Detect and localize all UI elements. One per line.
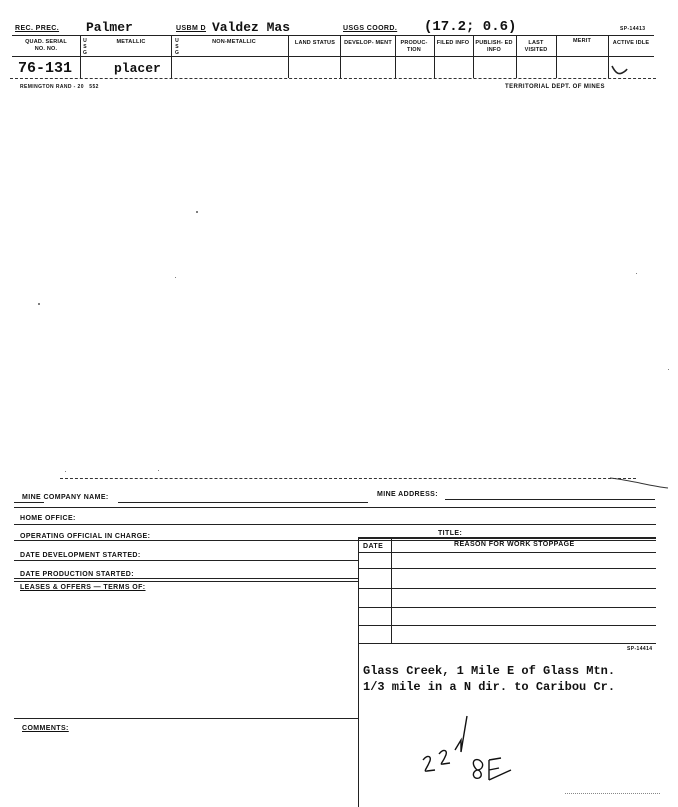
active-checkmark [609,62,629,78]
col-active-idle: ACTIVE IDLE [612,40,650,46]
col-land-status: LAND STATUS [294,40,336,46]
reason-column-label: REASON FOR WORK STOPPAGE [454,541,575,548]
col-usg-1: U S G [82,38,88,56]
col-filed-info: FILED INFO [436,40,470,46]
department-label: TERRITORIAL DEPT. OF MINES [505,84,605,90]
col-metallic: METALLIC [116,39,146,45]
mine-address-label: MINE ADDRESS: [377,491,438,498]
col-published-info: PUBLISH- ED INFO [475,40,513,53]
usgs-value: (17.2; 0.6) [424,19,517,35]
serial-value: 76-131 [18,60,73,77]
date-column-label: DATE [363,543,384,550]
date-development-label: DATE DEVELOPMENT STARTED: [20,552,141,559]
mine-company-name-label: MINE COMPANY NAME: [22,494,109,501]
col-merit: MERIT [572,38,592,44]
date-production-label: DATE PRODUCTION STARTED: [20,571,134,578]
home-office-label: HOME OFFICE: [20,515,76,522]
location-line-2: 1/3 mile in a N dir. to Caribou Cr. [363,680,616,694]
leases-label: LEASES & OFFERS — TERMS OF: [20,584,146,591]
col-last-visited: LAST VISITED [524,40,548,53]
rec-prec-value: Palmer [86,20,133,35]
col-production: PRODUC- TION [400,40,428,53]
rec-prec-label: REC. PREC. [15,25,60,32]
comments-label: COMMENTS: [22,725,69,732]
location-line-1: Glass Creek, 1 Mile E of Glass Mtn. [363,664,616,678]
usbm-label: USBM D [176,25,207,32]
col-quad: QUAD. SERIAL NO. NO. [25,39,67,52]
col-usg-2: U S G [174,38,180,56]
form-number-top: SP-14413 [620,26,646,32]
col-non-metallic: NON-METALLIC [212,39,256,45]
usgs-label: USGS COORD. [343,25,398,32]
col-development: DEVELOP- MENT [344,40,392,46]
printer-label: REMINGTON RAND - 20 552 [20,84,99,90]
handwritten-township-range [415,708,535,788]
form-number-bottom: SP-14414 [627,646,653,652]
operating-official-label: OPERATING OFFICIAL IN CHARGE: [20,533,151,540]
usbm-value: Valdez Mas [212,20,291,35]
title-label: TITLE: [438,530,463,537]
metallic-value: placer [114,61,161,76]
